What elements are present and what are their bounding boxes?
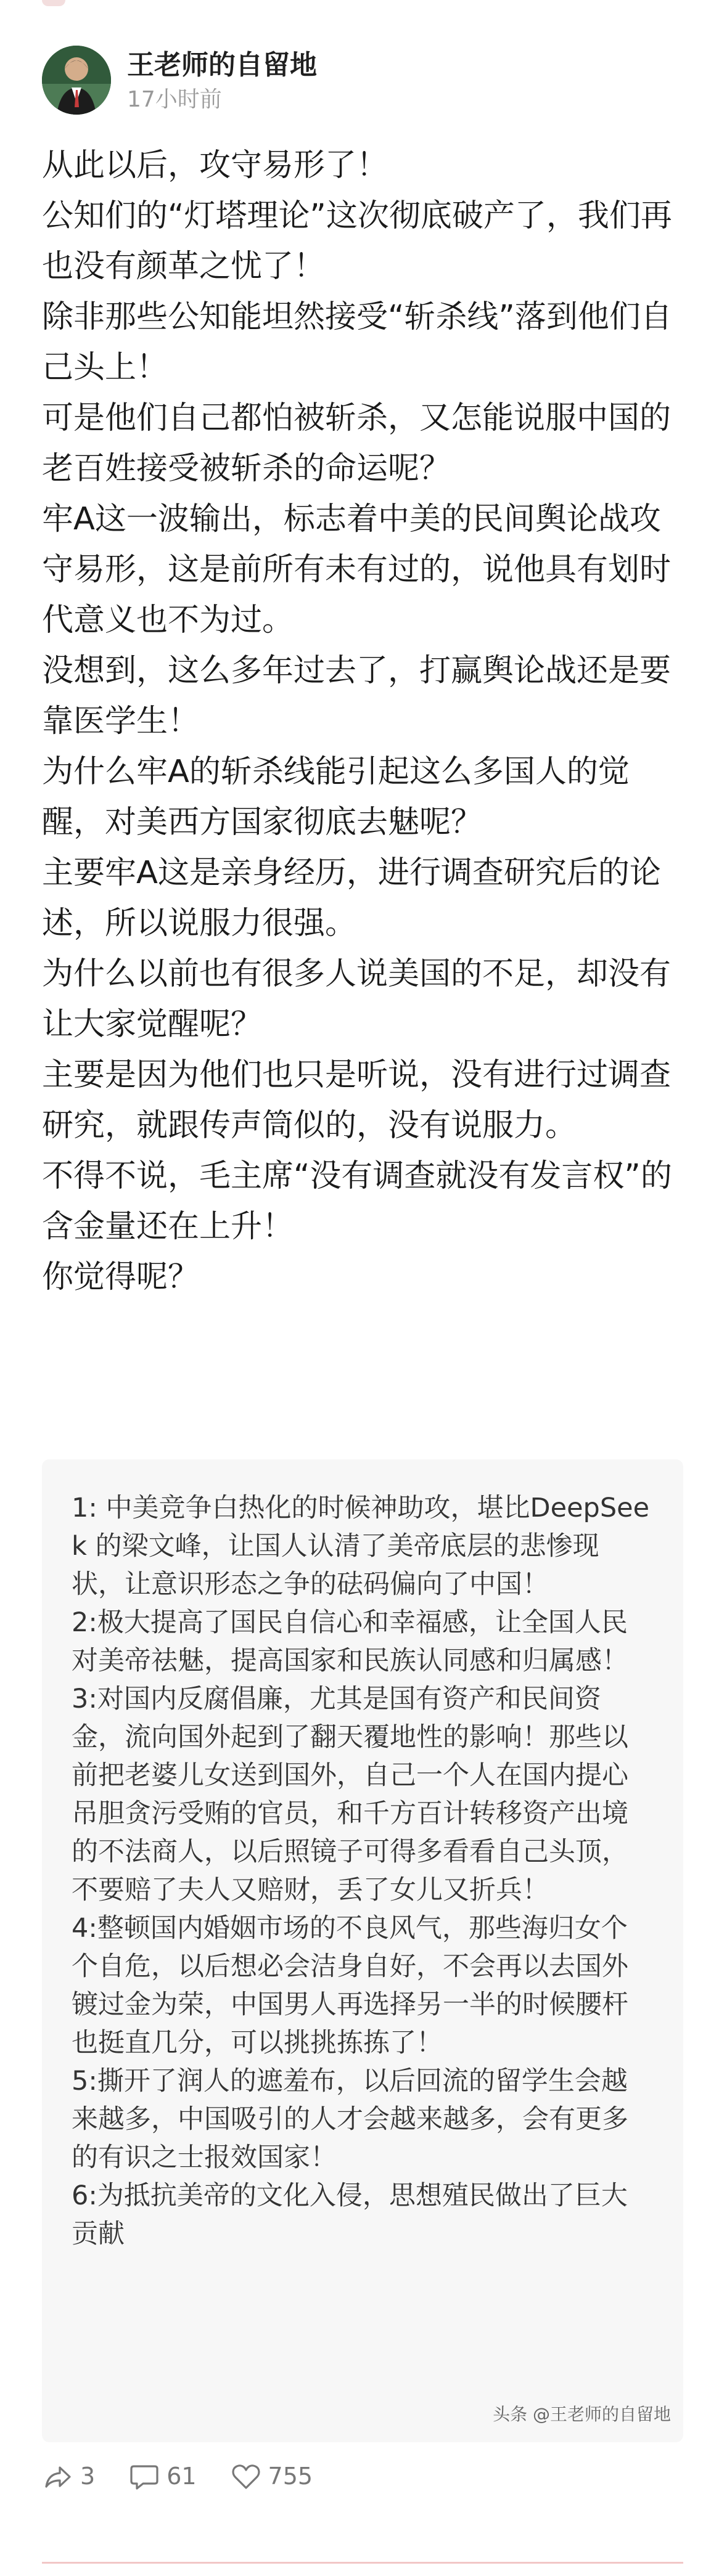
heart-icon xyxy=(230,2460,262,2492)
post-paragraph: 除非那些公知能坦然接受“斩杀线”落到他们自己头上！ xyxy=(42,299,672,386)
post-paragraph: 不得不说，毛主席“没有调查就没有发言权”的含金量还在上升！ xyxy=(42,1158,672,1245)
quoted-point: 6:为抵抗美帝的文化入侵，思想殖民做出了巨大贡献 xyxy=(72,2180,628,2249)
comment-count: 61 xyxy=(166,2463,197,2490)
avatar[interactable] xyxy=(42,46,111,115)
post-paragraph: 你觉得呢？ xyxy=(42,1259,200,1295)
author-name[interactable]: 王老师的自留地 xyxy=(127,49,317,81)
bottom-divider xyxy=(42,2562,683,2564)
like-count: 755 xyxy=(268,2463,313,2490)
post-paragraph: 牢A这一波输出，标志着中美的民间舆论战攻守易形，这是前所有未有过的，说他具有划时代意义也不为过。 xyxy=(42,501,672,638)
post-paragraph: 主要牢A这是亲身经历，进行调查研究后的论述，所以说服力很强。 xyxy=(42,855,661,942)
post-paragraph: 没想到，这么多年过去了，打赢舆论战还是要靠医学生！ xyxy=(42,653,672,740)
post-content xyxy=(42,141,683,1303)
post-time: 17小时前 xyxy=(127,87,222,112)
quoted-comment-text xyxy=(72,1489,651,2253)
quoted-point: 2:极大提高了国民自信心和幸福感，让全国人民对美帝祛魅，提高国家和民族认同感和归属感！ xyxy=(72,1607,628,1676)
post-paragraph: 从此以后，攻守易形了！ xyxy=(42,147,388,184)
top-decoration xyxy=(42,0,65,6)
avatar-image xyxy=(42,46,111,115)
quoted-point: 5:撕开了润人的遮羞布，以后回流的留学生会越来越多，中国吸引的人才会越来越多，会有更多的有识之士报效国家！ xyxy=(72,2066,628,2173)
quoted-comment-card xyxy=(42,1459,683,2442)
post-header xyxy=(42,46,677,115)
quoted-point: 4:整顿国内婚姻市场的不良风气，那些海归女个个自危，以后想必会洁身自好，不会再以去国外镀过金为荣，中国男人再选择另一半的时候腰杆也挺直几分，可以挑挑拣拣了！ xyxy=(72,1913,628,2058)
comment-icon xyxy=(128,2460,160,2492)
quoted-point: 1: 中美竞争白热化的时候神助攻，堪比DeepSeek 的梁文峰，让国人认清了美帝底层的悲惨现状，让意识形态之争的砝码偏向了中国！ xyxy=(72,1493,650,1600)
comment-button[interactable] xyxy=(128,2460,196,2492)
post-paragraph: 公知们的“灯塔理论”这次彻底破产了，我们再也没有颜革之忧了！ xyxy=(42,198,672,285)
post-paragraph: 主要是因为他们也只是听说，没有进行过调查研究，就跟传声筒似的，没有说服力。 xyxy=(42,1057,672,1144)
post-paragraph: 可是他们自己都怕被斩杀，又怎能说服中国的老百姓接受被斩杀的命运呢？ xyxy=(42,400,672,487)
share-count: 3 xyxy=(80,2463,96,2490)
watermark: 头条 @王老师的自留地 xyxy=(493,2404,671,2424)
post-actions xyxy=(42,2456,363,2497)
like-button[interactable] xyxy=(230,2460,313,2492)
share-button[interactable] xyxy=(42,2460,95,2492)
share-icon xyxy=(42,2460,74,2492)
post-paragraph: 为什么以前也有很多人说美国的不足，却没有让大家觉醒呢？ xyxy=(42,956,672,1043)
top-edge xyxy=(0,0,719,11)
quoted-point: 3:对国内反腐倡廉，尤其是国有资产和民间资金，流向国外起到了翻天覆地性的影响！那些以前把老婆儿女送到国外，自己一个人在国内提心吊胆贪污受贿的官员，和千方百计转移资产出境的不法商人，以后照镜子可得多看看自己头顶，不要赔了夫人又赔财，丢了女儿又折兵！ xyxy=(72,1684,628,1906)
post-paragraph: 为什么牢A的斩杀线能引起这么多国人的觉醒，对美西方国家彻底去魅呢？ xyxy=(42,754,630,841)
